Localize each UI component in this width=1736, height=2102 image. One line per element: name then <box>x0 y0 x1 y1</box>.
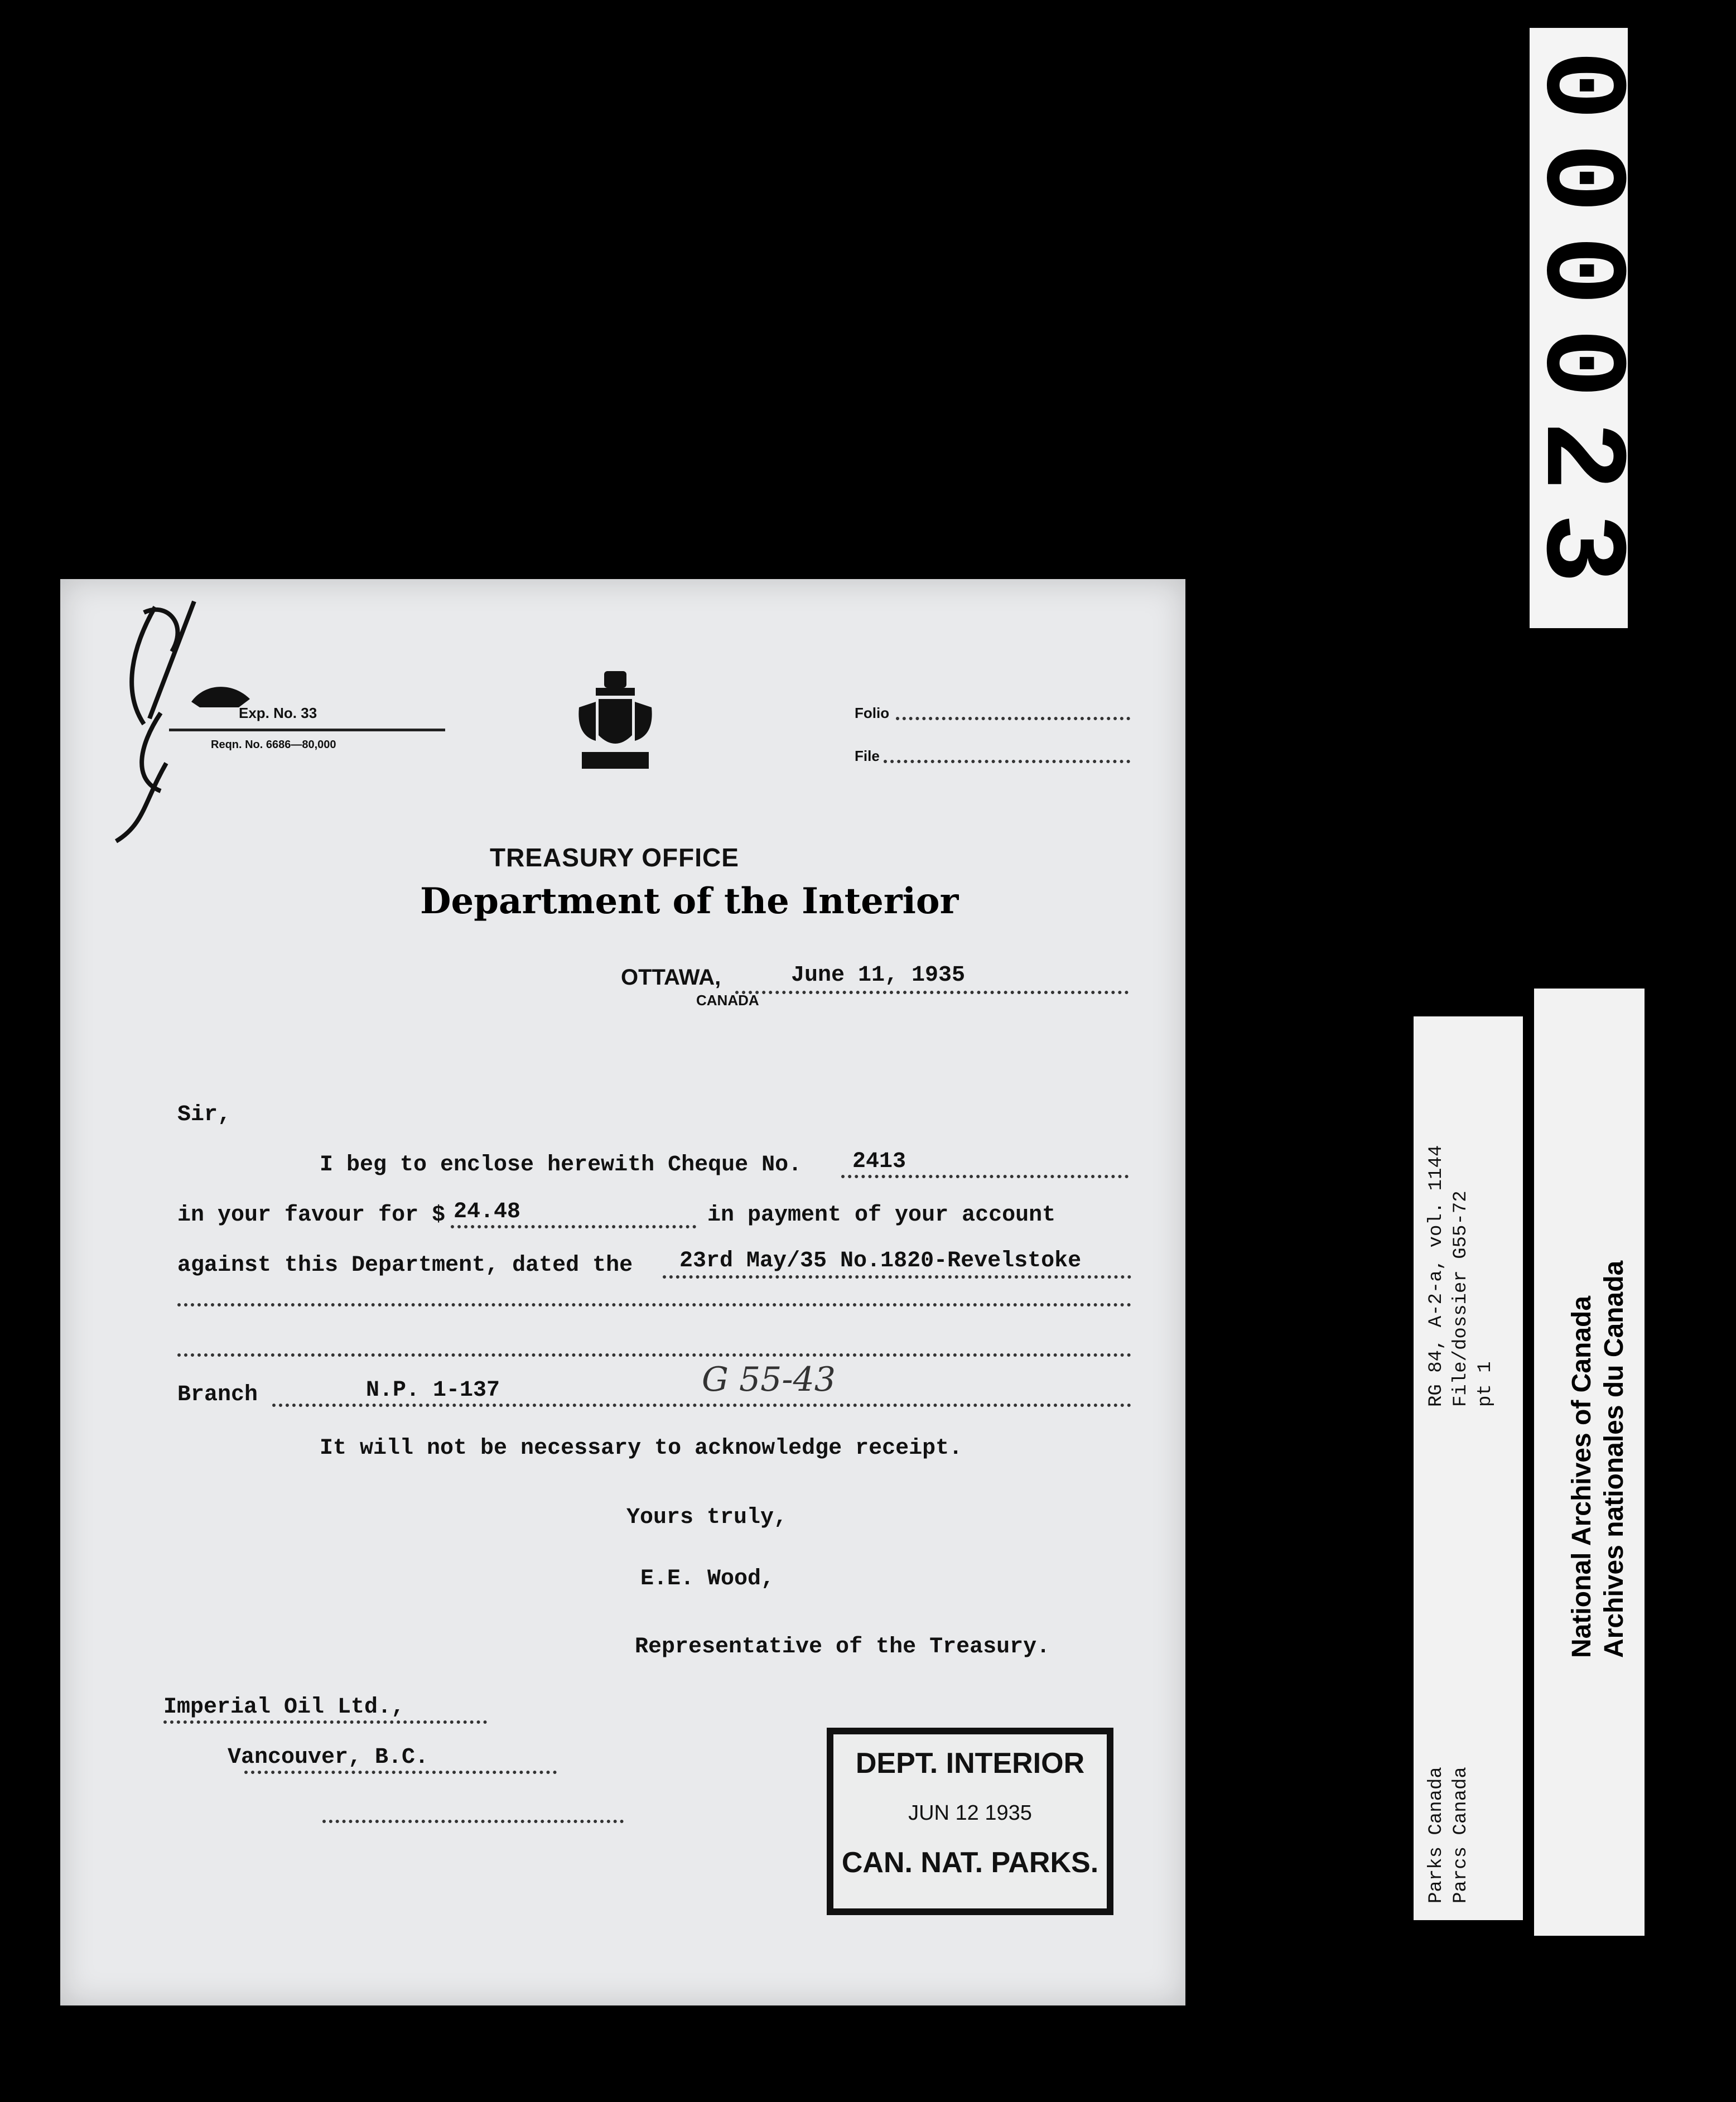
reference-line-2: File/dossier G55-72 <box>1450 1190 1472 1407</box>
folio-line <box>896 717 1130 720</box>
archive-reference-label <box>1414 1016 1523 1920</box>
handwritten-initials-icon <box>83 579 250 847</box>
reqn-no: Reqn. No. 6686—80,000 <box>211 739 336 751</box>
closing: Yours truly, <box>626 1505 788 1530</box>
dated-line-text: against this Department, dated the <box>177 1253 633 1278</box>
cheque-number: 2413 <box>852 1149 906 1174</box>
addressee-name-line <box>163 1720 487 1724</box>
institution-line-2: Archives nationales du Canada <box>1599 1260 1629 1658</box>
agency-line-2: Parcs Canada <box>1450 1767 1472 1903</box>
header-rule <box>169 729 445 731</box>
stamp-department: DEPT. INTERIOR <box>855 1747 1085 1780</box>
signer-title: Representative of the Treasury. <box>635 1635 1050 1660</box>
addressee-city-line <box>244 1771 557 1774</box>
addressee-city: Vancouver, B.C. <box>228 1745 429 1770</box>
city-label: OTTAWA, <box>621 965 721 990</box>
agency-line-1: Parks Canada <box>1426 1767 1447 1903</box>
branch-value: N.P. 1-137 <box>366 1378 500 1403</box>
cheque-line-text: I beg to enclose herewith Cheque No. <box>320 1153 802 1178</box>
addressee-name: Imperial Oil Ltd., <box>163 1695 405 1720</box>
account-reference: 23rd May/35 No.1820-Revelstoke <box>679 1248 1082 1274</box>
account-line <box>663 1275 1131 1279</box>
payment-amount: 24.48 <box>454 1199 521 1224</box>
department-title: Department of the Interior <box>420 880 959 922</box>
stamp-date: JUN 12 1935 <box>908 1801 1032 1825</box>
branch-line <box>272 1404 1131 1407</box>
country-label: CANADA <box>696 992 759 1009</box>
branch-label: Branch <box>177 1382 258 1407</box>
signer-name: E.E. Wood, <box>640 1566 775 1592</box>
cheque-line <box>841 1175 1129 1178</box>
institution-line-1: National Archives of Canada <box>1567 1295 1597 1658</box>
received-stamp <box>827 1728 1113 1915</box>
addressee-extra-line <box>322 1820 624 1823</box>
blank-line-2 <box>177 1353 1131 1357</box>
amount-line <box>451 1225 696 1228</box>
archive-institution-label <box>1534 989 1645 1936</box>
stamp-branch: CAN. NAT. PARKS. <box>841 1847 1099 1879</box>
exp-no: Exp. No. 33 <box>239 705 317 721</box>
letter-date: June 11, 1935 <box>791 963 966 988</box>
payment-account-text: in payment of your account <box>707 1203 1056 1228</box>
frame-number-strip <box>1512 28 1645 628</box>
frame-number: 000023 <box>1512 50 1645 606</box>
folio-label: Folio <box>855 705 890 721</box>
receipt-note: It will not be necessary to acknowledge receipt. <box>320 1436 963 1461</box>
date-line <box>735 991 1129 994</box>
file-line <box>884 760 1130 763</box>
favour-line-text: in your favour for $ <box>177 1203 446 1228</box>
reference-line-1: RG 84, A-2-a, vol. 1144 <box>1426 1145 1447 1407</box>
office-title: TREASURY OFFICE <box>490 843 739 872</box>
blank-line-1 <box>177 1303 1131 1306</box>
coat-of-arms-icon <box>573 668 657 774</box>
handwritten-file-number: G 55-43 <box>702 1360 836 1399</box>
file-label: File <box>855 748 880 764</box>
reference-line-3: pt 1 <box>1475 1361 1496 1407</box>
salutation: Sir, <box>177 1102 232 1127</box>
